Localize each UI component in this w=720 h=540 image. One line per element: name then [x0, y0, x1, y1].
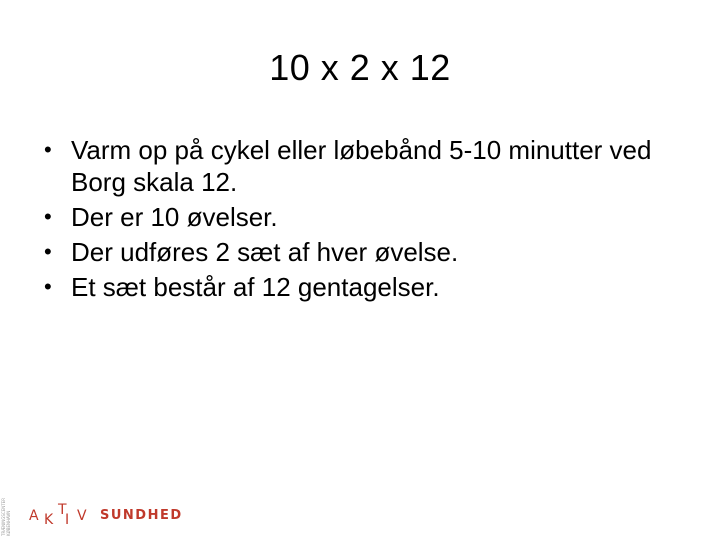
bullet-list: [44, 134, 694, 306]
footer-side-line: TRÆNINGSCENTER: [1, 498, 6, 536]
aktiv-sundhed-logo: [29, 500, 199, 530]
bullet-text: Varm op på cykel eller løbebånd 5-10 minutter ved Borg skala 12.: [71, 135, 652, 197]
logo-letter: A: [29, 508, 41, 524]
bullet-marker: •: [44, 274, 52, 299]
bullet-marker: •: [44, 204, 52, 229]
logo-letter: V: [77, 508, 89, 524]
bullet-marker: •: [44, 239, 52, 264]
bullet-text: Der udføres 2 sæt af hver øvelse.: [71, 237, 459, 267]
bullet-text: Et sæt består af 12 gentagelser.: [71, 272, 440, 302]
bullet-item: [44, 236, 694, 268]
footer-side-text: [1, 490, 11, 536]
logo-letter: I: [65, 512, 72, 528]
logo-letter: T: [58, 502, 69, 518]
slide-title: 10 x 2 x 12: [269, 47, 451, 88]
logo-letter: K: [44, 512, 56, 528]
bullet-text: Der er 10 øvelser.: [71, 202, 278, 232]
bullet-item: [44, 271, 694, 303]
footer-side-line: KØBENHAVN: [6, 510, 11, 536]
logo-word: SUNDHED: [100, 508, 183, 523]
bullet-item: [44, 134, 694, 198]
bullet-marker: •: [44, 137, 52, 162]
bullet-item: [44, 201, 694, 233]
